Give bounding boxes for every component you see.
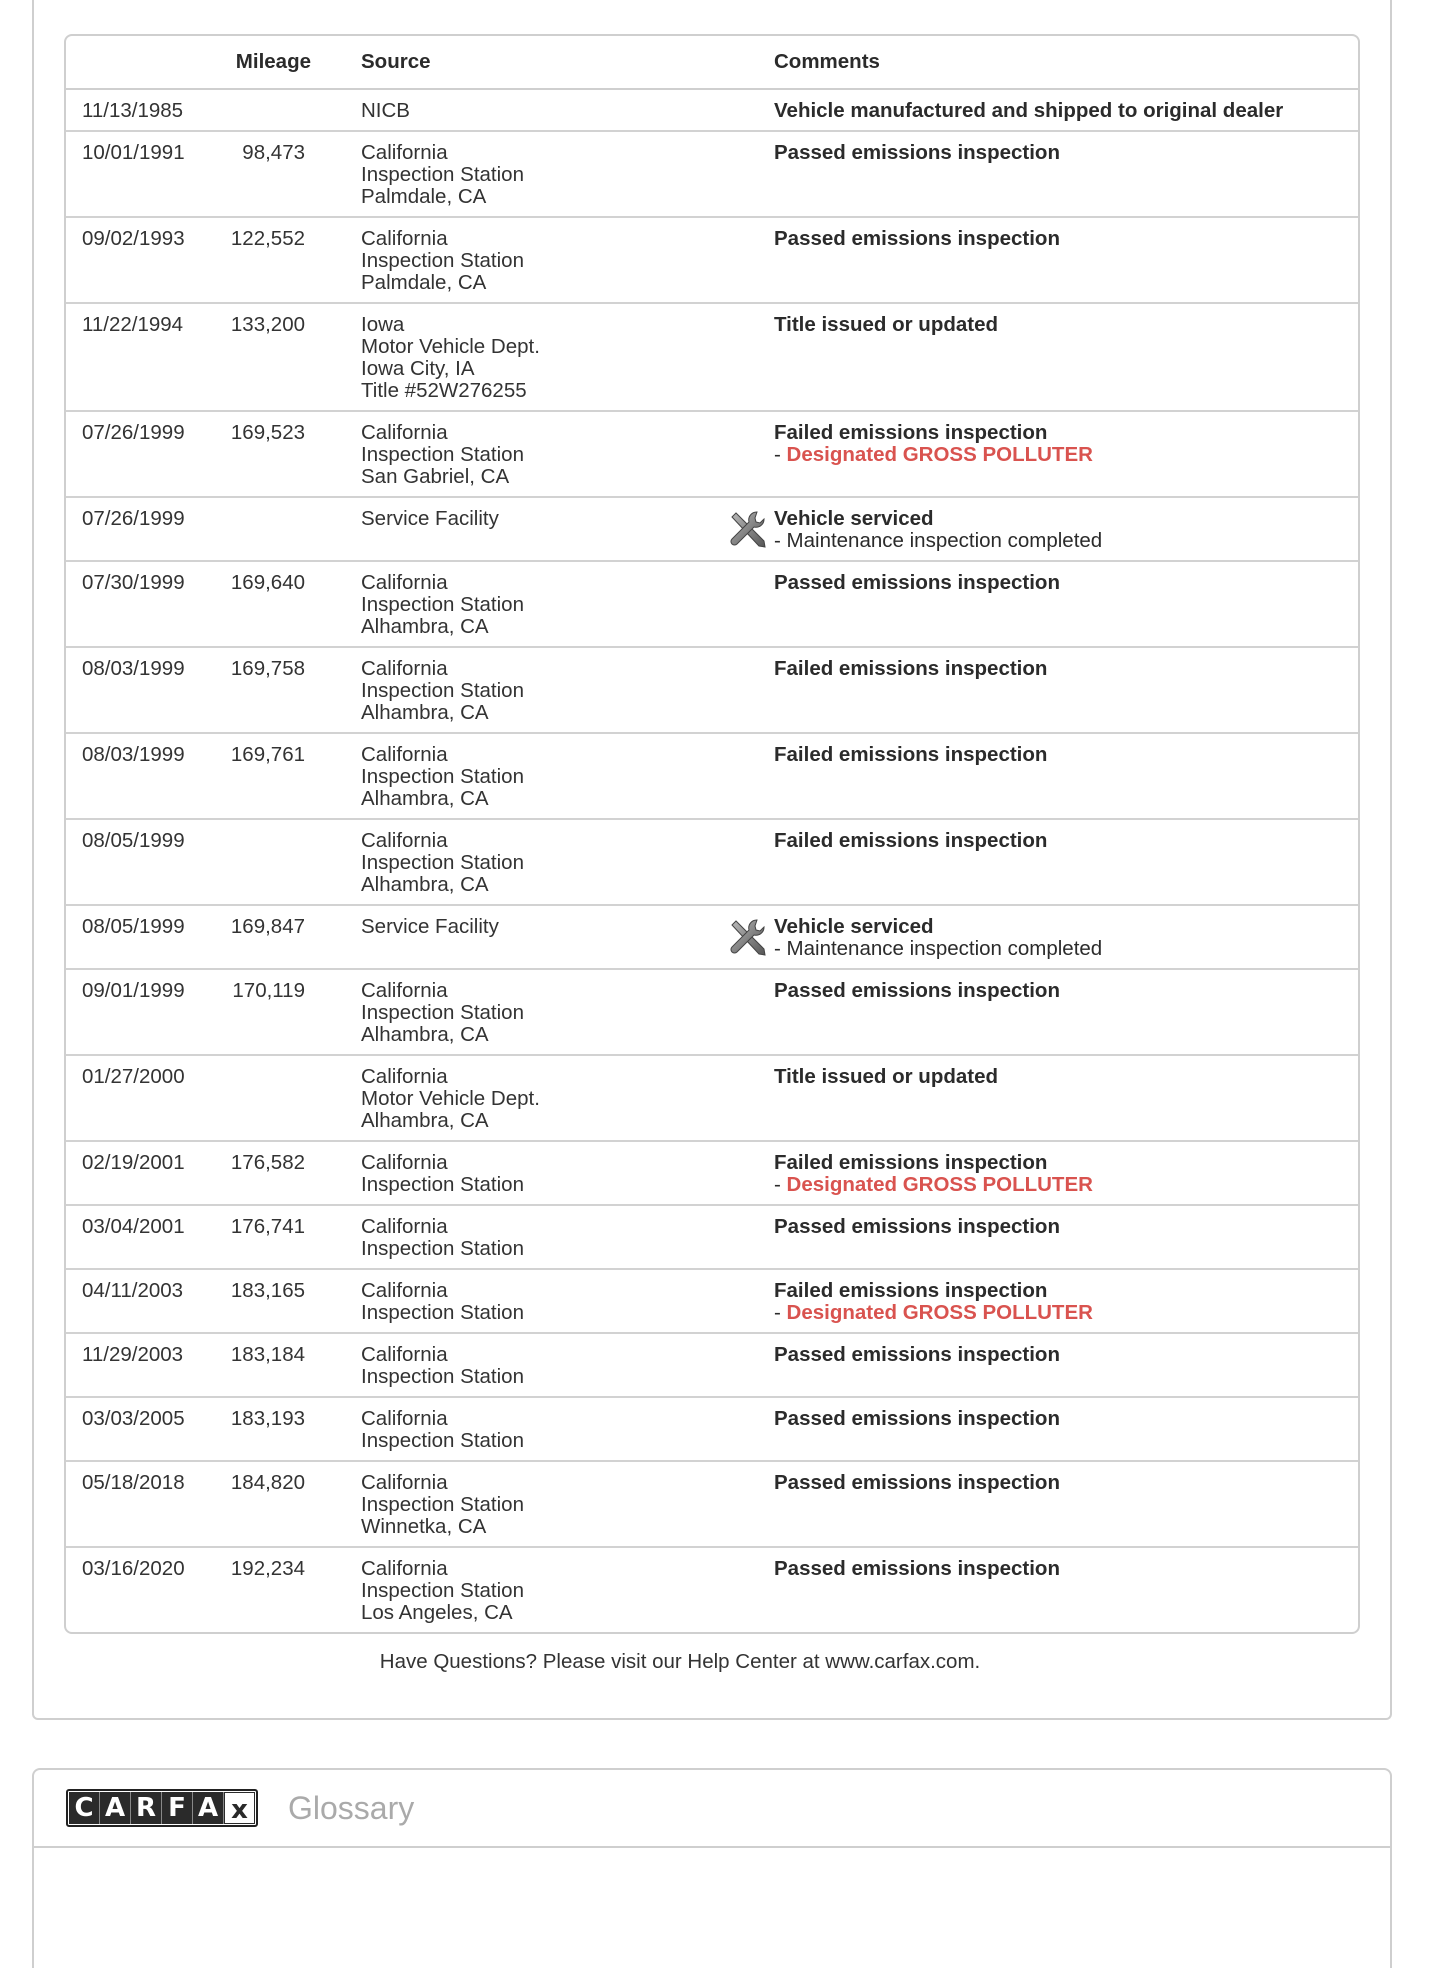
source-line: Inspection Station [361, 1173, 524, 1196]
row-date: 08/05/1999 [66, 905, 201, 969]
source-line: California [361, 1151, 448, 1174]
row-icon-cell [726, 819, 774, 905]
row-icon-cell [726, 1269, 774, 1333]
row-comments [774, 217, 1358, 303]
row-source [321, 1397, 726, 1461]
comment-title: Passed emissions inspection [774, 979, 1060, 1002]
table-row [66, 819, 1358, 905]
table-row [66, 217, 1358, 303]
source-line: Inspection Station [361, 443, 524, 466]
row-comments [774, 1547, 1358, 1632]
header-source: Source [321, 36, 726, 89]
source-line: Winnetka, CA [361, 1515, 487, 1538]
row-mileage: 192,234 [230, 1557, 305, 1580]
row-source [321, 1269, 726, 1333]
row-mileage [201, 1055, 321, 1141]
detailed-history-table-card [64, 34, 1360, 1634]
row-comments [774, 1205, 1358, 1269]
source-line: California [361, 1471, 448, 1494]
comment-title: Passed emissions inspection [774, 1557, 1060, 1580]
row-comments [774, 647, 1358, 733]
row-comments [774, 1055, 1358, 1141]
row-icon-cell [726, 1397, 774, 1461]
row-mileage: 183,165 [201, 1269, 321, 1333]
row-icon-cell [726, 1205, 774, 1269]
row-mileage: 169,523 [201, 411, 321, 497]
comment-title: Vehicle serviced [774, 915, 934, 938]
source-line: California [361, 571, 448, 594]
row-icon-cell [726, 1547, 774, 1632]
gross-polluter-warning: Designated GROSS POLLUTER [786, 443, 1093, 466]
comment-detail [774, 530, 1358, 552]
row-comments [774, 411, 1358, 497]
source-line: California [361, 1343, 448, 1366]
row-comments [774, 819, 1358, 905]
comment-title: Failed emissions inspection [774, 1151, 1048, 1174]
source-line: San Gabriel, CA [361, 465, 510, 488]
gross-polluter-warning: Designated GROSS POLLUTER [786, 1301, 1093, 1324]
row-mileage: 169,761 [201, 733, 321, 819]
source-line: California [361, 1407, 448, 1430]
row-source [321, 733, 726, 819]
table-row [66, 1547, 1358, 1632]
source-line: Alhambra, CA [361, 615, 489, 638]
table-header-row [66, 36, 1358, 89]
comment-title: Failed emissions inspection [774, 829, 1048, 852]
source-line: Inspection Station [361, 249, 524, 272]
help-text: Have Questions? Please visit our Help Center at [379, 1650, 826, 1673]
comment-title: Passed emissions inspection [774, 141, 1060, 164]
source-line: Inspection Station [361, 1237, 524, 1260]
row-mileage [201, 497, 321, 561]
row-icon-cell [726, 1055, 774, 1141]
row-date: 02/19/2001 [66, 1141, 201, 1205]
comment-title: Vehicle serviced [774, 507, 934, 530]
row-icon-cell [726, 217, 774, 303]
row-source [321, 1205, 726, 1269]
row-date: 03/03/2005 [66, 1397, 201, 1461]
logo-letter: x [224, 1792, 255, 1824]
row-mileage: 183,184 [201, 1333, 321, 1397]
row-mileage: 169,847 [201, 905, 321, 969]
row-comments [774, 89, 1358, 131]
row-source [321, 497, 726, 561]
row-comments [774, 1333, 1358, 1397]
table-row [66, 1205, 1358, 1269]
logo-letter: C [69, 1792, 100, 1824]
comment-title: Failed emissions inspection [774, 421, 1048, 444]
glossary-header [34, 1770, 1390, 1848]
header-icon-spacer [726, 36, 774, 89]
row-date: 07/26/1999 [66, 497, 201, 561]
comment-title: Vehicle manufactured and shipped to original dealer [774, 99, 1284, 122]
source-line: Inspection Station [361, 679, 524, 702]
source-line: Inspection Station [361, 1493, 524, 1516]
source-line: Palmdale, CA [361, 271, 487, 294]
row-source [321, 217, 726, 303]
comment-title: Passed emissions inspection [774, 1407, 1060, 1430]
row-mileage: 122,552 [201, 217, 321, 303]
row-comments [774, 733, 1358, 819]
glossary-section [32, 1768, 1392, 1968]
row-source [321, 131, 726, 217]
row-source [321, 1333, 726, 1397]
source-line: California [361, 829, 448, 852]
comment-detail-text: Maintenance inspection completed [786, 529, 1103, 552]
row-mileage [201, 89, 321, 131]
source-line: Inspection Station [361, 593, 524, 616]
source-line: Inspection Station [361, 851, 524, 874]
source-line: Palmdale, CA [361, 185, 487, 208]
source-line: California [361, 421, 448, 444]
row-date: 04/11/2003 [66, 1269, 201, 1333]
table-row [66, 89, 1358, 131]
row-icon-cell [726, 969, 774, 1055]
row-source [321, 647, 726, 733]
row-date: 03/04/2001 [66, 1205, 201, 1269]
row-source [321, 1055, 726, 1141]
row-comments [774, 497, 1358, 561]
table-row [66, 1333, 1358, 1397]
table-row [66, 1055, 1358, 1141]
header-comments: Comments [774, 36, 1358, 89]
comment-detail-prefix: - [774, 1301, 787, 1324]
comment-title: Failed emissions inspection [774, 657, 1048, 680]
row-source [321, 89, 726, 131]
row-source [321, 303, 726, 411]
comment-title: Failed emissions inspection [774, 743, 1048, 766]
row-icon-cell [726, 905, 774, 969]
row-source [321, 411, 726, 497]
source-line: Alhambra, CA [361, 787, 489, 810]
row-source [321, 1141, 726, 1205]
row-date: 10/01/1991 [66, 131, 201, 217]
row-icon-cell [726, 131, 774, 217]
source-line: Inspection Station [361, 1001, 524, 1024]
table-row [66, 905, 1358, 969]
row-comments [774, 561, 1358, 647]
table-row [66, 733, 1358, 819]
header-date [66, 36, 201, 89]
source-line: Inspection Station [361, 163, 524, 186]
comment-title: Passed emissions inspection [774, 227, 1060, 250]
logo-letter: A [193, 1792, 224, 1824]
comment-title: Title issued or updated [774, 313, 999, 336]
source-line: California [361, 227, 448, 250]
row-date: 09/01/1999 [66, 969, 201, 1055]
row-date: 07/30/1999 [66, 561, 201, 647]
row-mileage: 176,741 [201, 1205, 321, 1269]
row-mileage: 133,200 [201, 303, 321, 411]
history-table-body [66, 89, 1358, 1632]
row-source [321, 819, 726, 905]
wrench-screwdriver-icon [726, 508, 770, 552]
row-comments [774, 1461, 1358, 1547]
source-line: Inspection Station [361, 1301, 524, 1324]
table-row [66, 303, 1358, 411]
comment-detail [774, 1174, 1358, 1196]
row-icon-cell [726, 89, 774, 131]
row-icon-cell [726, 1141, 774, 1205]
source-line: California [361, 1215, 448, 1238]
row-icon-cell [726, 303, 774, 411]
comment-title: Passed emissions inspection [774, 1471, 1060, 1494]
row-comments [774, 1397, 1358, 1461]
row-date: 11/22/1994 [66, 303, 201, 411]
comment-title: Passed emissions inspection [774, 1215, 1060, 1238]
source-line: Inspection Station [361, 765, 524, 788]
source-line: NICB [361, 99, 410, 122]
source-line: Alhambra, CA [361, 1109, 489, 1132]
gross-polluter-warning: Designated GROSS POLLUTER [786, 1173, 1093, 1196]
table-row [66, 561, 1358, 647]
source-line: Iowa [361, 313, 405, 336]
row-mileage [201, 819, 321, 905]
source-line: California [361, 1065, 448, 1088]
help-center-line [0, 1650, 1360, 1674]
row-date: 11/13/1985 [66, 89, 201, 131]
row-icon-cell [726, 1333, 774, 1397]
row-date: 08/03/1999 [66, 733, 201, 819]
row-comments [774, 303, 1358, 411]
comment-detail-prefix: - [774, 1173, 787, 1196]
logo-letter: A [100, 1792, 131, 1824]
row-icon-cell [726, 497, 774, 561]
source-line: Alhambra, CA [361, 873, 489, 896]
row-icon-cell [726, 1461, 774, 1547]
table-row [66, 1269, 1358, 1333]
row-comments [774, 131, 1358, 217]
source-line: California [361, 743, 448, 766]
source-line: California [361, 979, 448, 1002]
source-line: California [361, 1557, 448, 1580]
source-line: Service Facility [361, 507, 499, 530]
carfax-logo [66, 1789, 258, 1827]
table-row [66, 1141, 1358, 1205]
row-date: 07/26/1999 [66, 411, 201, 497]
row-source [321, 1547, 726, 1632]
wrench-screwdriver-icon [726, 916, 770, 960]
row-icon-cell [726, 561, 774, 647]
table-row [66, 647, 1358, 733]
comment-detail [774, 444, 1358, 466]
table-row [66, 131, 1358, 217]
row-mileage: 176,582 [201, 1141, 321, 1205]
source-line: Title #52W276255 [361, 379, 527, 402]
comment-detail-text: Maintenance inspection completed [786, 937, 1103, 960]
comment-detail-prefix: - [774, 529, 787, 552]
header-mileage: Mileage [201, 36, 321, 89]
row-mileage: 183,193 [201, 1397, 321, 1461]
row-date: 08/03/1999 [66, 647, 201, 733]
logo-letter: F [162, 1792, 193, 1824]
comment-detail-prefix: - [774, 937, 787, 960]
comment-title: Failed emissions inspection [774, 1279, 1048, 1302]
comment-title: Passed emissions inspection [774, 1343, 1060, 1366]
glossary-title: Glossary [288, 1789, 415, 1826]
row-mileage: 184,820 [201, 1461, 321, 1547]
comment-detail [774, 1302, 1358, 1324]
row-source [321, 1461, 726, 1547]
source-line: Inspection Station [361, 1365, 524, 1388]
row-mileage: 169,640 [201, 561, 321, 647]
source-line: Service Facility [361, 915, 499, 938]
row-date: 01/27/2000 [66, 1055, 201, 1141]
table-row [66, 969, 1358, 1055]
row-mileage: 169,758 [201, 647, 321, 733]
row-comments [774, 1141, 1358, 1205]
comment-detail-prefix: - [774, 443, 787, 466]
row-source [321, 561, 726, 647]
source-line: Motor Vehicle Dept. [361, 1087, 540, 1110]
source-line: California [361, 141, 448, 164]
row-date: 08/05/1999 [66, 819, 201, 905]
table-row [66, 411, 1358, 497]
row-source [321, 905, 726, 969]
help-suffix: . [974, 1650, 981, 1673]
comment-title: Passed emissions inspection [774, 571, 1060, 594]
source-line: California [361, 657, 448, 680]
row-comments [774, 1269, 1358, 1333]
row-icon-cell [726, 733, 774, 819]
table-row [66, 1461, 1358, 1547]
row-comments [774, 905, 1358, 969]
source-line: Alhambra, CA [361, 701, 489, 724]
row-date: 09/02/1993 [66, 217, 201, 303]
row-date: 11/29/2003 [66, 1333, 201, 1397]
source-line: Inspection Station [361, 1579, 524, 1602]
table-row [66, 497, 1358, 561]
source-line: California [361, 1279, 448, 1302]
source-line: Motor Vehicle Dept. [361, 335, 540, 358]
row-mileage: 98,473 [201, 131, 321, 217]
source-line: Alhambra, CA [361, 1023, 489, 1046]
source-line: Inspection Station [361, 1429, 524, 1452]
comment-title: Title issued or updated [774, 1065, 999, 1088]
row-icon-cell [726, 411, 774, 497]
row-mileage: 170,119 [201, 969, 321, 1055]
carfax-help-link[interactable]: www.carfax.com [825, 1650, 975, 1673]
logo-letter: R [131, 1792, 162, 1824]
source-line: Iowa City, IA [361, 357, 475, 380]
history-table [66, 36, 1358, 1632]
row-icon-cell [726, 647, 774, 733]
row-comments [774, 969, 1358, 1055]
row-source [321, 969, 726, 1055]
comment-detail [774, 938, 1358, 960]
source-line: Los Angeles, CA [361, 1601, 513, 1624]
row-date: 03/16/2020 [82, 1557, 185, 1580]
row-date: 05/18/2018 [66, 1461, 201, 1547]
table-row [66, 1397, 1358, 1461]
